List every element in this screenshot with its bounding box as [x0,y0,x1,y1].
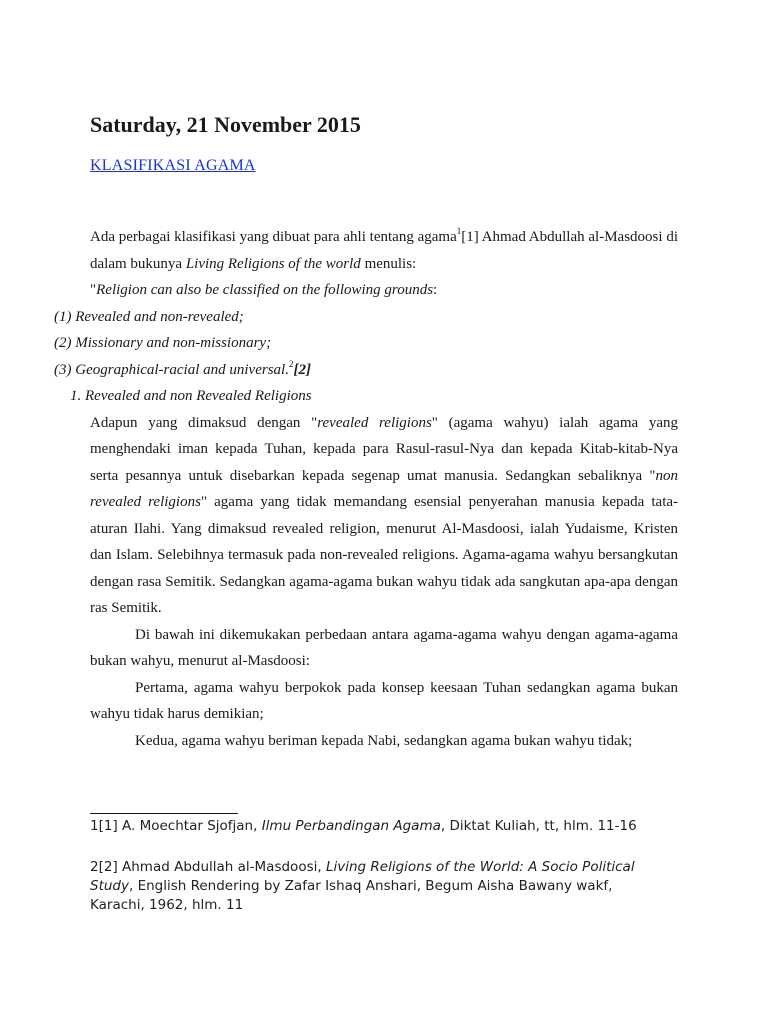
list-item-text: (3) Geographical-racial and universal. [54,361,289,378]
intro-ref-text: [1] Ahmad Abdullah al-Masdoosi [461,229,663,245]
footnote-marker-1[interactable]: 1[1] [90,818,118,834]
paragraph-2: Di bawah ini dikemukakan perbedaan antara agama-agama wahyu dengan agama-agama bukan wahyu, menurut al-Masdoosi: [90,626,678,669]
footnote-sup-1[interactable]: 1 [456,226,462,236]
footnote-marker-2[interactable]: 2[2] [90,859,118,875]
book-title: Living Religions of the world [185,255,361,272]
paragraph-4: Kedua, agama wahyu beriman kepada Nabi, sedangkan agama bukan wahyu tidak; [135,732,633,749]
footnote-text: , English Rendering by Zafar Ishaq Anshari, Begum Aisha Bawany wakf, Karachi, 1962, hlm. 11 [90,878,613,913]
footnote-ref-2[interactable]: [2] [293,361,311,378]
footnote-2 [90,858,670,915]
post-title-link[interactable]: KLASIFIKASI AGAMA [90,157,256,174]
footnote-book-title: Living Religions of the World: A Socio Political Study [90,859,635,894]
footnote-text: A. Moechtar Sjofjan, [117,818,262,834]
quote-line [90,277,678,304]
footnote-sup-2[interactable]: 2 [288,358,294,369]
post-body [54,224,679,754]
paragraph-text: " agama yang tidak memandang esensial penyerahan manusia kepada tata-aturan Ilahi. Yang dimaksud revealed religion, menurut Al-Masdoosi, ialah Yudaisme, Kristen dan Islam. Selebihnya termasuk pada non-revealed religions. Agama-agama wahyu bersangkutan dengan rasa Semitik. Sedangkan agama-agama bukan wahyu tidak ada sangkutan apa-apa dengan ras Semitik. [90,494,679,616]
quote-colon: : [433,282,438,298]
quote-text: Religion can also be classified on the following grounds [96,282,434,298]
term-revealed: revealed religions [317,414,432,431]
paragraph-text: " (agama wahyu) ialah agama yang menghendaki iman kepada Tuhan, kepada para Rasul-rasul-Nya dan kepada Kitab-kitab-Nya serta pesannya untuk disebarkan kepada segenap umat manusia. Sedangkan sebaliknya " [90,414,678,484]
footnote-text: , Diktat Kuliah, tt, hlm. 11-16 [440,818,637,834]
paragraph-1 [90,410,678,622]
paragraph-text: Adapun yang dimaksud dengan " [90,414,318,431]
footnote-1 [90,817,670,836]
quote-mark: " [90,282,97,298]
footnote-text: Ahmad Abdullah al-Masdoosi, [117,859,326,875]
footnote-divider [90,813,238,814]
section-heading-text: 1. Revealed and non Revealed Religions [70,388,312,404]
post-date: Saturday, 21 November 2015 [90,112,361,137]
footnote-book-title: Ilmu Perbandingan Agama [261,818,441,834]
term-non-revealed: non revealed religions [90,467,678,510]
list-item [54,330,678,357]
list-item [54,304,678,331]
footnotes [90,817,670,939]
list-item [54,357,678,384]
list-item-text: (1) Revealed and non-revealed; [54,308,244,325]
section-heading [70,383,678,410]
list-item-text: (2) Missionary and non-missionary; [54,335,272,351]
intro-text: Ada perbagai klasifikasi yang dibuat para ahli tentang agama [90,229,457,245]
paragraph-3: Pertama, agama wahyu berpokok pada konsep keesaan Tuhan sedangkan agama bukan wahyu tidak harus demikian; [90,679,678,722]
intro-text-3: menulis: [360,255,417,272]
intro-text-2: di dalam bukunya [90,229,678,272]
intro-paragraph [90,224,678,277]
